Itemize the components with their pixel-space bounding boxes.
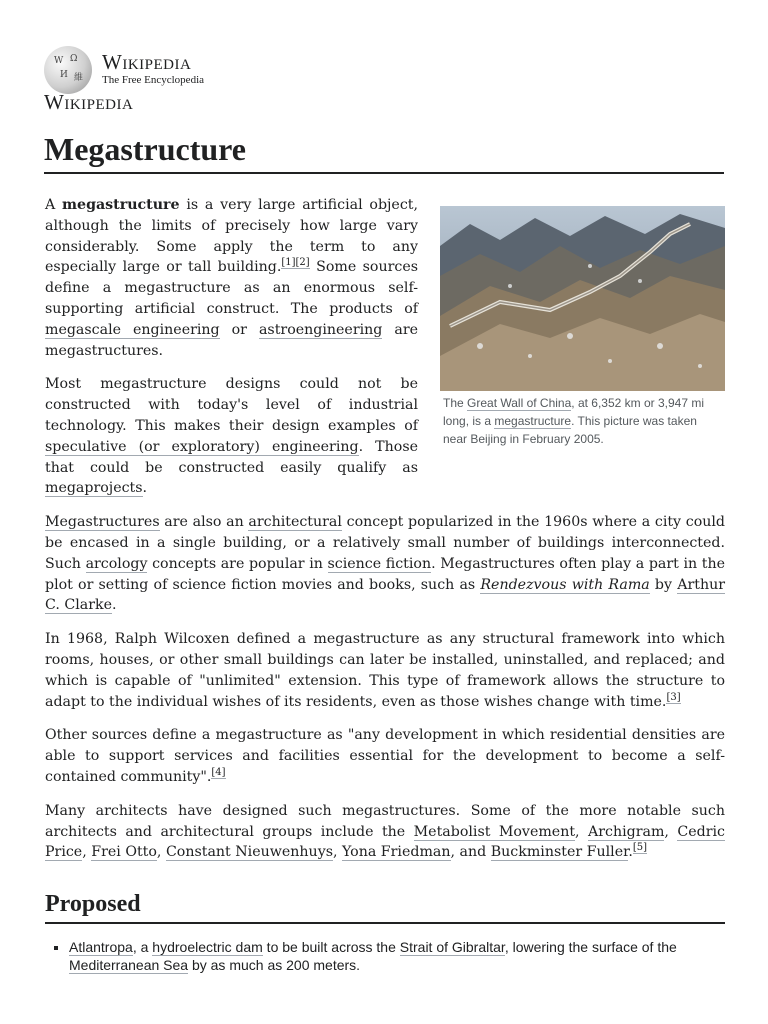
reference-1[interactable]: [1]: [281, 257, 296, 269]
text: .: [628, 844, 633, 861]
link-arthur-c-clarke[interactable]: Arthur C. Clarke: [45, 576, 726, 614]
paragraph-4: [45, 629, 725, 712]
text: . Those that could be constructed easily qualify as: [45, 438, 419, 476]
page-title: Megastructure: [44, 130, 724, 174]
reference-5[interactable]: [5]: [632, 842, 648, 854]
text: . Megastructures often play a part in the plot or setting of science fiction movies and books, such as: [45, 555, 726, 593]
bold-term: megastructure: [62, 197, 180, 213]
text: is a very large artificial object, although the limits of precisely how large vary considerably. Some apply the term to any especially large or tall building.: [45, 197, 418, 276]
text: , a: [132, 939, 153, 956]
article-body: [45, 195, 725, 974]
text: concepts are popular in: [147, 555, 328, 572]
paragraph-6: [45, 801, 725, 863]
paragraph-5: [45, 725, 725, 787]
section-heading-proposed: Proposed: [45, 889, 725, 924]
text: or: [219, 321, 259, 338]
thumbnail-figure: [440, 206, 725, 448]
link-metabolist-movement[interactable]: Metabolist Movement: [413, 823, 576, 840]
link-cedric-price[interactable]: Cedric Price: [45, 823, 725, 861]
text: , lowering the surface of the: [504, 939, 677, 956]
great-wall-image[interactable]: [440, 206, 725, 391]
caption-text: , at 6,352 km or 3,947 mi long, is a: [443, 396, 705, 428]
text: , and: [450, 844, 491, 861]
text: ,: [664, 823, 678, 840]
logo-tagline: The Free Encyclopedia: [102, 74, 205, 86]
link-hydroelectric-dam[interactable]: hydroelectric dam: [152, 939, 263, 956]
text: A: [45, 197, 63, 213]
proposed-list: [45, 938, 725, 974]
mountain-scene-graphic: [440, 206, 725, 391]
link-frei-otto[interactable]: Frei Otto: [91, 844, 157, 861]
link-megascale-engineering[interactable]: megascale engineering: [45, 321, 220, 338]
text: Some sources define a megastructure as an enormous self-supporting artificial construct. The products of: [45, 259, 419, 317]
link-megastructures[interactable]: Megastructures: [45, 514, 160, 531]
text: Other sources define a megastructure as "any development in which residential densities are able to support services and facilities essential for the development to become a self-contained community".: [45, 727, 725, 785]
link-yona-friedman[interactable]: Yona Friedman: [342, 844, 451, 861]
text: In 1968, Ralph Wilcoxen defined a megastructure as any structural framework into which rooms, houses, or other small buildings can later be installed, uninstalled, and replaced; and which is capable of "unlimited" extension. This type of framework allows the structure to adapt to the individual wishes of its residents, even as those wishes change with time.: [45, 631, 725, 710]
text: by as much as 200 meters.: [188, 957, 361, 974]
text: are also an: [159, 514, 249, 531]
link-mediterranean-sea[interactable]: Mediterranean Sea: [69, 957, 189, 974]
link-constant-nieuwenhuys[interactable]: Constant Nieuwenhuys: [165, 844, 333, 861]
link-rendezvous-with-rama[interactable]: Rendezvous with Rama: [480, 576, 650, 593]
text: to be built across the: [262, 939, 400, 956]
text: .: [142, 480, 148, 497]
text: ,: [575, 823, 588, 840]
list-item: [69, 938, 725, 974]
wikipedia-logo[interactable]: [44, 46, 244, 114]
caption-text: The: [443, 396, 468, 410]
reference-4[interactable]: [4]: [211, 766, 226, 778]
puzzle-globe-icon: W Ω И 維: [44, 46, 92, 94]
text: ,: [82, 844, 92, 861]
link-buckminster-fuller[interactable]: Buckminster Fuller: [490, 844, 629, 861]
text: are megastructures.: [45, 321, 418, 359]
text: Many architects have designed such megastructures. Some of the more notable such architects and architectural groups include the: [45, 802, 725, 840]
text: .: [112, 597, 117, 614]
logo-wordmark-secondary: Wikipedia: [44, 90, 134, 114]
link-strait-of-gibraltar[interactable]: Strait of Gibraltar: [399, 939, 505, 956]
link-science-fiction[interactable]: science fiction: [327, 555, 432, 572]
text: by: [649, 576, 678, 593]
text: ,: [333, 844, 343, 861]
link-speculative-engineering[interactable]: speculative (or exploratory) engineering: [45, 438, 359, 455]
reference-3[interactable]: [3]: [666, 691, 681, 703]
text: concept popularized in the 1960s where a city could be encased in a single building, or a relatively small number of buildings interconnected. Such: [45, 514, 725, 572]
link-atlantropa[interactable]: Atlantropa: [69, 939, 133, 956]
link-archigram[interactable]: Archigram: [587, 823, 665, 840]
reference-2[interactable]: [2]: [295, 257, 310, 269]
figure-caption: [440, 391, 725, 448]
link-megastructure[interactable]: megastructure: [494, 414, 572, 428]
link-megaprojects[interactable]: megaprojects: [45, 480, 143, 497]
logo-wordmark: Wikipedia: [102, 50, 192, 74]
link-arcology[interactable]: arcology: [85, 555, 148, 572]
link-astroengineering[interactable]: astroengineering: [258, 321, 383, 338]
link-great-wall-of-china[interactable]: Great Wall of China: [467, 396, 572, 410]
caption-text: . This picture was taken near Beijing in February 2005.: [443, 414, 697, 446]
link-architectural[interactable]: architectural: [248, 514, 342, 531]
paragraph-3: [45, 512, 725, 616]
text: ,: [156, 844, 166, 861]
text: Most megastructure designs could not be constructed with today's level of industrial technology. This makes their design examples of: [45, 376, 418, 434]
